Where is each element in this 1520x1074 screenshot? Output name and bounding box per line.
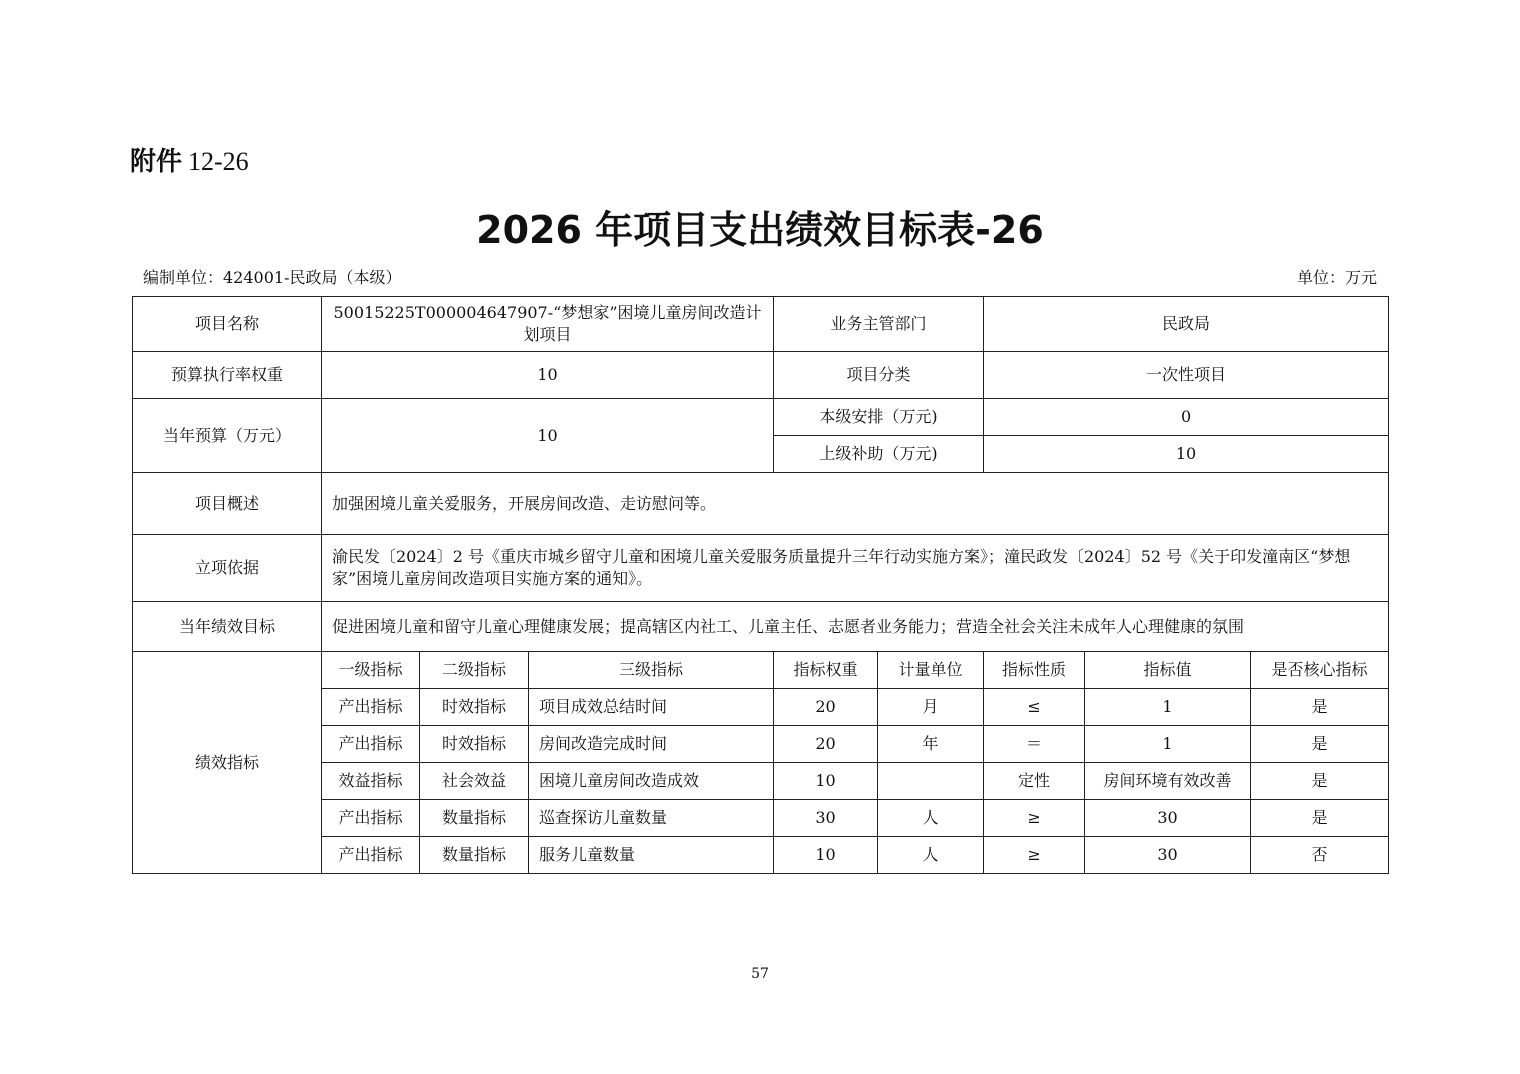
core-cell: 是: [1251, 689, 1389, 726]
goal-label: 当年绩效目标: [133, 602, 322, 652]
core-cell: 是: [1251, 800, 1389, 837]
category-value: 一次性项目: [984, 352, 1389, 399]
category-label: 项目分类: [774, 352, 984, 399]
nature-cell: 定性: [984, 763, 1085, 800]
budget-value: 10: [322, 399, 774, 473]
row-basis: [133, 535, 1389, 602]
level1-cell: 产出指标: [322, 837, 420, 874]
currency-unit: 单位：万元: [1296, 268, 1377, 287]
goal-value: 促进困境儿童和留守儿童心理健康发展；提高辖区内社工、儿童主任、志愿者业务能力；营造全社会关注未成年人心理健康的氛围: [322, 602, 1389, 652]
budget-label: 当年预算（万元）: [133, 399, 322, 473]
unit-cell: 人: [878, 800, 984, 837]
level1-cell: 效益指标: [322, 763, 420, 800]
attachment-label: [130, 142, 249, 182]
weight-cell: 20: [774, 726, 878, 763]
header-core: 是否核心指标: [1251, 652, 1389, 689]
core-cell: 是: [1251, 726, 1389, 763]
table-row: [133, 726, 1389, 763]
indicator-header-row: [133, 652, 1389, 689]
value-cell: 1: [1085, 726, 1251, 763]
overview-label: 项目概述: [133, 473, 322, 535]
unit-cell: 人: [878, 837, 984, 874]
header-value: 指标值: [1085, 652, 1251, 689]
dept-label: 业务主管部门: [774, 297, 984, 352]
overview-value: 加强困境儿童关爱服务，开展房间改造、走访慰问等。: [322, 473, 1389, 535]
level2-cell: 时效指标: [420, 689, 529, 726]
weight-cell: 20: [774, 689, 878, 726]
value-cell: 房间环境有效改善: [1085, 763, 1251, 800]
unit-cell: [878, 763, 984, 800]
dept-value: 民政局: [984, 297, 1389, 352]
level3-cell: 困境儿童房间改造成效: [529, 763, 774, 800]
nature-cell: ≤: [984, 689, 1085, 726]
upper-budget-value: 10: [984, 436, 1389, 473]
core-cell: 否: [1251, 837, 1389, 874]
project-name-label: 项目名称: [133, 297, 322, 352]
performance-table: [132, 296, 1389, 874]
row-goal: [133, 602, 1389, 652]
level2-cell: 数量指标: [420, 800, 529, 837]
table-row: [133, 837, 1389, 874]
level3-cell: 服务儿童数量: [529, 837, 774, 874]
level1-cell: 产出指标: [322, 800, 420, 837]
project-name-value: 50015225T000004647907-“梦想家”困境儿童房间改造计划项目: [322, 297, 774, 352]
value-cell: 30: [1085, 800, 1251, 837]
table-row: [133, 763, 1389, 800]
table-row: [133, 800, 1389, 837]
basis-label: 立项依据: [133, 535, 322, 602]
attachment-number: 12-26: [188, 147, 249, 176]
table-row: [133, 689, 1389, 726]
unit-cell: 月: [878, 689, 984, 726]
core-cell: 是: [1251, 763, 1389, 800]
row-overview: [133, 473, 1389, 535]
page-number: 57: [751, 966, 769, 982]
level2-cell: 社会效益: [420, 763, 529, 800]
header-nature: 指标性质: [984, 652, 1085, 689]
value-cell: 30: [1085, 837, 1251, 874]
page-title: 2026 年项目支出绩效目标表-26: [476, 208, 1044, 252]
weight-cell: 10: [774, 837, 878, 874]
level3-cell: 巡查探访儿童数量: [529, 800, 774, 837]
row-budget: [133, 399, 1389, 436]
row-weight: [133, 352, 1389, 399]
compiling-unit: 编制单位：424001-民政局（本级）: [143, 268, 402, 287]
header-weight: 指标权重: [774, 652, 878, 689]
header-level2: 二级指标: [420, 652, 529, 689]
weight-cell: 10: [774, 763, 878, 800]
nature-cell: ≥: [984, 800, 1085, 837]
local-budget-label: 本级安排（万元): [774, 399, 984, 436]
nature-cell: ＝: [984, 726, 1085, 763]
weight-label: 预算执行率权重: [133, 352, 322, 399]
level2-cell: 数量指标: [420, 837, 529, 874]
header-level3: 三级指标: [529, 652, 774, 689]
local-budget-value: 0: [984, 399, 1389, 436]
basis-value: 渝民发〔2024〕2 号《重庆市城乡留守儿童和困境儿童关爱服务质量提升三年行动实施方案》；潼民政发〔2024〕52 号《关于印发潼南区“梦想家”困境儿童房间改造项目实施方案的通知》。: [322, 535, 1389, 602]
level3-cell: 项目成效总结时间: [529, 689, 774, 726]
indicators-label: 绩效指标: [133, 652, 322, 874]
value-cell: 1: [1085, 689, 1251, 726]
level1-cell: 产出指标: [322, 689, 420, 726]
level3-cell: 房间改造完成时间: [529, 726, 774, 763]
header-unit: 计量单位: [878, 652, 984, 689]
nature-cell: ≥: [984, 837, 1085, 874]
upper-budget-label: 上级补助（万元): [774, 436, 984, 473]
weight-cell: 30: [774, 800, 878, 837]
level2-cell: 时效指标: [420, 726, 529, 763]
weight-value: 10: [322, 352, 774, 399]
level1-cell: 产出指标: [322, 726, 420, 763]
header-level1: 一级指标: [322, 652, 420, 689]
attachment-word: 附件: [130, 147, 183, 177]
row-project-name: [133, 297, 1389, 352]
unit-cell: 年: [878, 726, 984, 763]
